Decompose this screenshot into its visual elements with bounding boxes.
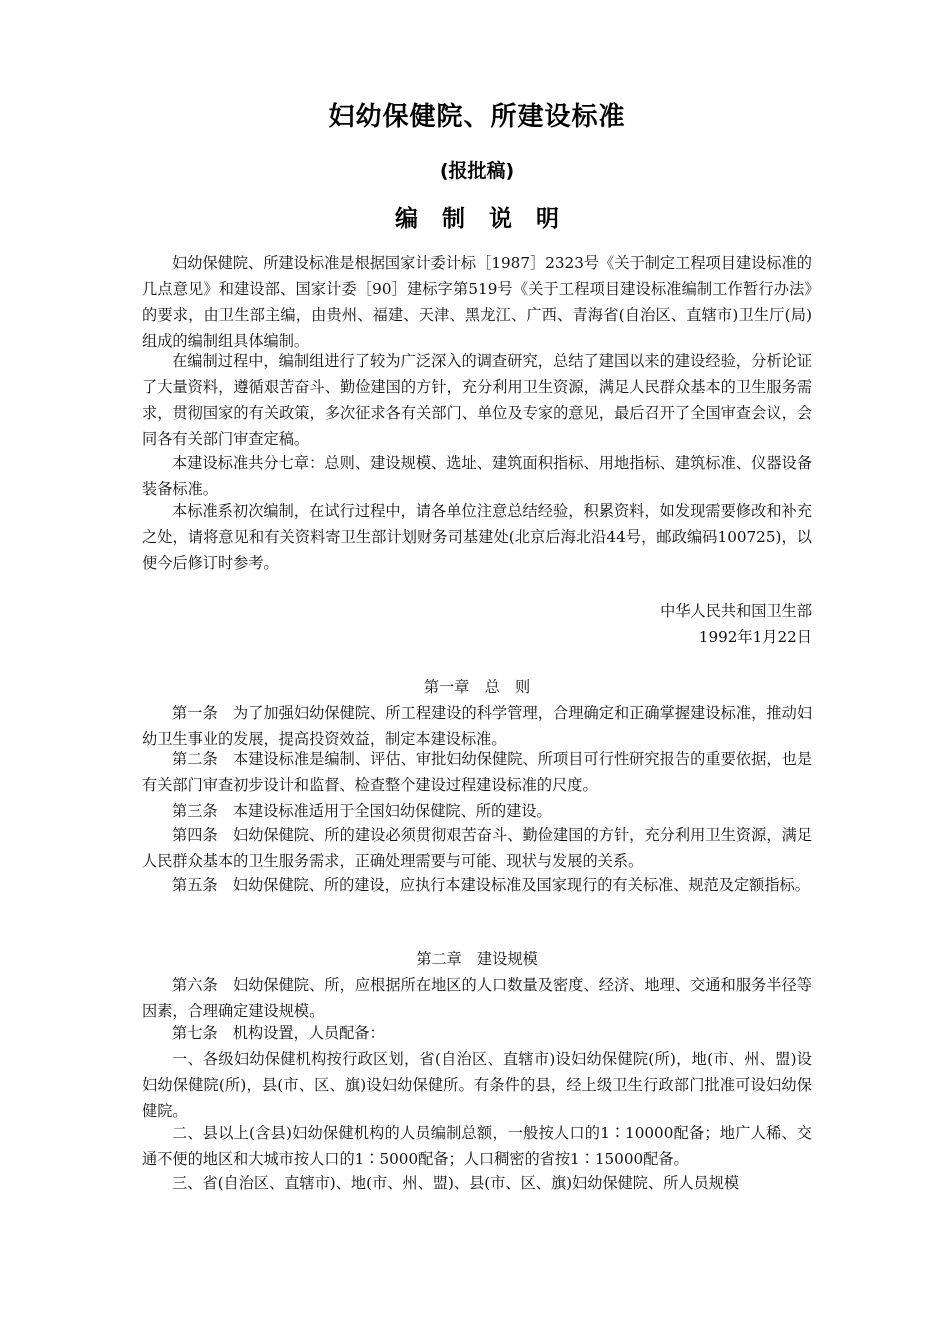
section-heading: 编制说明 — [395, 206, 583, 232]
article-7-item-3: 三、省(自治区、直辖市)、地(市、州、盟)、县(市、区、旗)妇幼保健院、所人员规模 — [172, 1174, 740, 1192]
intro-paragraph-3: 本建设标准共分七章：总则、建设规模、选址、建筑面积指标、用地指标、建筑标准、仪器设备装备标准。 — [142, 454, 812, 498]
intro-paragraph-2: 在编制过程中，编制组进行了较为广泛深入的调查研究，总结了建国以来的建设经验，分析论证了大量资料，遵循艰苦奋斗、勤俭建国的方针，充分利用卫生资源，满足人民群众基本的卫生服务需求，贯彻国家的有关政策，多次征求各有关部门、单位及专家的意见，最后召开了全国审查会议，会同各有关部门审查定稿。 — [142, 352, 812, 448]
article-4: 第四条 妇幼保健院、所的建设必须贯彻艰苦奋斗、勤俭建国的方针，充分利用卫生资源，满足人民群众基本的卫生服务需求，正确处理需要与可能、现状与发展的关系。 — [142, 826, 812, 870]
document-title: 妇幼保健院、所建设标准 — [328, 102, 626, 132]
signature-org: 中华人民共和国卫生部 — [660, 602, 812, 620]
article-1: 第一条 为了加强妇幼保健院、所工程建设的科学管理，合理确定和正确掌握建设标准，推动妇幼卫生事业的发展，提高投资效益，制定本建设标准。 — [142, 704, 812, 748]
article-6: 第六条 妇幼保健院、所，应根据所在地区的人口数量及密度、经济、地理、交通和服务半径等因素，合理确定建设规模。 — [142, 976, 812, 1020]
article-3: 第三条 本建设标准适用于全国妇幼保健院、所的建设。 — [172, 802, 552, 820]
chapter-2-title: 第二章 建设规模 — [416, 950, 538, 968]
intro-paragraph-1: 妇幼保健院、所建设标准是根据国家计委计标［1987］2323号《关于制定工程项目建设标准的几点意见》和建设部、国家计委［90］建标字第519号《关于工程项目建设标准编制工作暂行办法》的要求，由卫生部主编，由贵州、福建、天津、黑龙江、广西、青海省(自治区、直辖市)卫生厅(局)组成的编制组具体编制。 — [142, 254, 812, 350]
article-7-item-1: 一、各级妇幼保健机构按行政区划，省(自治区、直辖市)设妇幼保健院(所)，地(市、州、盟)设妇幼保健院(所)，县(市、区、旗)设妇幼保健所。有条件的县，经上级卫生行政部门批准可设妇幼保健院。 — [142, 1050, 812, 1120]
chapter-1-title: 第一章 总 则 — [423, 678, 531, 696]
signature-date: 1992年1月22日 — [698, 628, 812, 646]
article-7-item-2: 二、县以上(含县)妇幼保健机构的人员编制总额，一般按人口的1∶10000配备；地广人稀、交通不便的地区和大城市按人口的1∶5000配备；人口稠密的省按1∶15000配备。 — [142, 1124, 812, 1168]
intro-paragraph-4: 本标准系初次编制，在试行过程中，请各单位注意总结经验，积累资料，如发现需要修改和补充之处，请将意见和有关资料寄卫生部计划财务司基建处(北京后海北沿44号，邮政编码100725)，以便今后修订时参考。 — [142, 502, 812, 572]
article-2: 第二条 本建设标准是编制、评估、审批妇幼保健院、所项目可行性研究报告的重要依据，也是有关部门审查初步设计和监督、检查整个建设过程建设标准的尺度。 — [142, 750, 812, 794]
article-5: 第五条 妇幼保健院、所的建设，应执行本建设标准及国家现行的有关标准、规范及定额指标。 — [172, 876, 810, 894]
document-subtitle: (报批稿) — [439, 160, 515, 182]
article-7: 第七条 机构设置，人员配备： — [172, 1024, 385, 1042]
